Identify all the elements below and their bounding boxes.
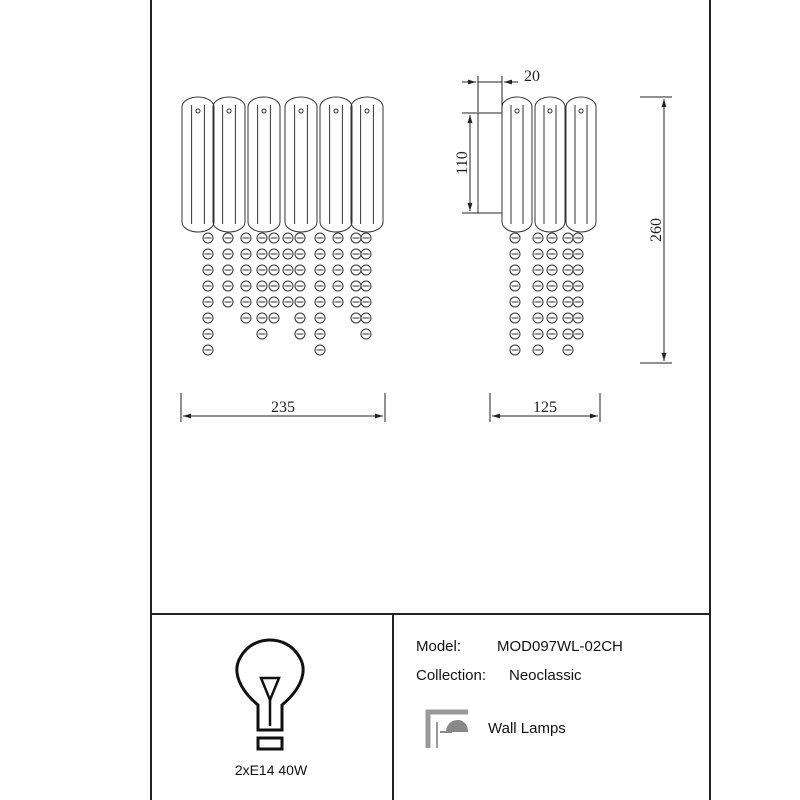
bulb-spec-caption: 2xE14 40W bbox=[234, 762, 308, 778]
front-bead-strand bbox=[223, 233, 233, 307]
collection-label: Collection: bbox=[416, 667, 487, 684]
dim-front-width: 235 bbox=[271, 399, 295, 416]
side-bead-strand bbox=[533, 233, 543, 355]
dim-mount-height: 110 bbox=[454, 151, 471, 175]
front-prism bbox=[213, 97, 245, 232]
side-prism bbox=[566, 97, 596, 232]
front-bead-strand bbox=[315, 233, 325, 355]
front-prism bbox=[285, 97, 317, 232]
side-prism bbox=[502, 97, 532, 232]
front-bead-strand bbox=[241, 233, 251, 323]
front-bead-strand bbox=[269, 233, 279, 323]
front-prism bbox=[248, 97, 280, 232]
light-bulb-icon bbox=[237, 640, 303, 749]
side-prism bbox=[535, 97, 565, 232]
dim-mount-depth: 20 bbox=[524, 68, 540, 85]
side-bead-strand bbox=[573, 233, 583, 339]
model-label: Model: bbox=[416, 638, 462, 655]
side-crystal-strands bbox=[510, 233, 583, 355]
wall-lamp-icon bbox=[428, 712, 468, 748]
side-crystal-prisms bbox=[502, 97, 596, 232]
front-prism bbox=[351, 97, 383, 232]
side-view bbox=[478, 97, 596, 355]
dim-side-width: 125 bbox=[533, 399, 557, 416]
front-bead-strand bbox=[203, 233, 213, 355]
front-bead-strand bbox=[351, 233, 361, 323]
front-bead-strand bbox=[333, 233, 343, 307]
side-bead-strand bbox=[547, 233, 557, 339]
collection-value: Neoclassic bbox=[509, 667, 582, 684]
side-bead-strand bbox=[563, 233, 573, 355]
side-bead-strand bbox=[510, 233, 520, 355]
front-view bbox=[182, 97, 383, 355]
side-wall-mount bbox=[478, 113, 502, 213]
front-crystal-prisms bbox=[182, 97, 383, 232]
front-prism bbox=[182, 97, 214, 232]
front-bead-strand bbox=[257, 233, 267, 339]
front-prism bbox=[320, 97, 352, 232]
dim-height: 260 bbox=[648, 218, 665, 242]
front-bead-strand bbox=[361, 233, 371, 339]
front-crystal-strands bbox=[203, 233, 371, 355]
front-bead-strand bbox=[283, 233, 293, 307]
front-bead-strand bbox=[295, 233, 305, 339]
category-label: Wall Lamps bbox=[488, 720, 566, 737]
model-value: MOD097WL-02CH bbox=[497, 638, 623, 655]
